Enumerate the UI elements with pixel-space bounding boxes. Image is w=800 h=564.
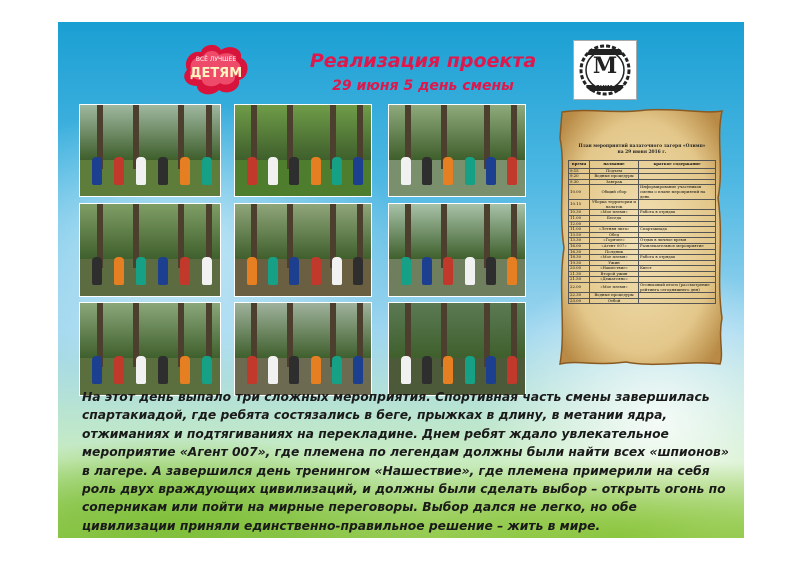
photo-person xyxy=(180,257,190,285)
schedule-cell-name: Водные процедуры xyxy=(590,174,639,180)
photo-person xyxy=(180,356,190,384)
photo-person xyxy=(268,157,278,185)
schedule-cell-name: Водные процедуры xyxy=(590,293,639,299)
schedule-cell-name: «Нашествие» xyxy=(590,266,639,272)
schedule-cell-name: Подъем xyxy=(590,168,639,174)
camp-logo xyxy=(181,42,251,98)
photo-person xyxy=(486,257,496,285)
schedule-cell-name: Обед xyxy=(590,232,639,238)
photo-person xyxy=(465,157,475,185)
schedule-table xyxy=(568,160,716,304)
photo-person xyxy=(507,157,517,185)
schedule-date-line: на 29 июня 2016 г. xyxy=(617,150,667,155)
photo-person xyxy=(92,257,102,285)
schedule-cell-name: «Агент 007» xyxy=(590,243,639,249)
photo-5 xyxy=(234,203,372,297)
miks-logo xyxy=(573,40,637,100)
photo-3 xyxy=(388,104,526,197)
photo-person xyxy=(311,356,321,384)
photo-person xyxy=(353,356,363,384)
schedule-cell-name: «Мое племя» xyxy=(590,210,639,216)
schedule-cell-name: «Мое племя» xyxy=(590,283,639,293)
photo-person xyxy=(92,356,102,384)
photo-person xyxy=(247,257,257,285)
schedule-cell-desc: Информирование участников смены о плане мероприятий на день xyxy=(639,185,716,200)
schedule-cell-time: 9.30 xyxy=(569,179,590,185)
camp-logo-small-text: ВСЁ ЛУЧШЕЕ xyxy=(195,56,237,63)
schedule-col-desc: краткое содержание xyxy=(639,161,716,169)
photo-person xyxy=(443,157,453,185)
schedule-cell-name: «Горячее» xyxy=(590,238,639,244)
schedule-cell-desc: Огоньковый итоги (рассмотрение рейтинга сегодняшнего дня) xyxy=(639,283,716,293)
schedule-row xyxy=(569,298,716,304)
photo-person xyxy=(353,157,363,185)
photo-person xyxy=(114,356,124,384)
photo-person xyxy=(311,257,321,285)
schedule-cell-desc: Развлекательное мероприятие xyxy=(639,243,716,249)
schedule-cell-desc: Работа в отрядах xyxy=(639,210,716,216)
schedule-col-time: время xyxy=(569,161,590,169)
photo-person xyxy=(180,157,190,185)
miks-logo-text: МИКС xyxy=(594,81,616,88)
photo-person xyxy=(332,356,342,384)
schedule-row xyxy=(569,283,716,293)
schedule-cell-name: Ужин xyxy=(590,260,639,266)
schedule-cell-name: Уборка территории и палаток xyxy=(590,200,639,210)
page-subtitle: 29 июня 5 день смены xyxy=(332,78,514,94)
photo-8 xyxy=(234,302,372,396)
photo-person xyxy=(202,157,212,185)
photo-person xyxy=(507,257,517,285)
camp-logo-big-text: ДЕТЯМ xyxy=(189,66,243,81)
schedule-cell-desc: Спартакиада xyxy=(639,227,716,233)
schedule-cell-time: 19.30 xyxy=(569,260,590,266)
photo-person xyxy=(486,356,496,384)
photo-person xyxy=(202,257,212,285)
photo-person xyxy=(268,257,278,285)
photo-person xyxy=(422,257,432,285)
schedule-title-line: План мероприятий палаточного лагеря «Олимп» xyxy=(578,144,706,149)
schedule-cell-name: Второй ужин xyxy=(590,271,639,277)
photo-person xyxy=(247,157,257,185)
schedule-cell-desc: Квест xyxy=(639,266,716,272)
schedule-cell-time: 21.50 xyxy=(569,277,590,283)
schedule-cell-time: 22.00 xyxy=(569,283,590,293)
photo-person xyxy=(332,257,342,285)
schedule-cell-time: 11.00 xyxy=(569,227,590,233)
photo-person xyxy=(422,157,432,185)
schedule-cell-desc xyxy=(639,298,716,304)
schedule-cell-name: «Мое племя» xyxy=(590,255,639,261)
schedule-cell-time: 16.00 xyxy=(569,243,590,249)
photo-person xyxy=(289,356,299,384)
schedule-cell-time: 11.00 xyxy=(569,215,590,221)
photo-person xyxy=(202,356,212,384)
photo-person xyxy=(401,157,411,185)
schedule-cell-time: 18.30 xyxy=(569,255,590,261)
photo-person xyxy=(158,157,168,185)
photo-person xyxy=(465,356,475,384)
schedule-cell-time: 9.15 xyxy=(569,168,590,174)
schedule-cell-time: 10.15 xyxy=(569,200,590,210)
photo-person xyxy=(401,257,411,285)
schedule-row xyxy=(569,200,716,210)
photo-6 xyxy=(388,203,526,297)
schedule-cell-name: Полдник xyxy=(590,249,639,255)
photo-person xyxy=(136,257,146,285)
schedule-col-name: название xyxy=(590,161,639,169)
schedule-cell-time: 10.30 xyxy=(569,210,590,216)
miks-logo-letter: М xyxy=(592,53,618,79)
schedule-cell-time: 21.30 xyxy=(569,271,590,277)
schedule-row xyxy=(569,185,716,200)
photo-person xyxy=(114,257,124,285)
schedule-cell-name: «Летняя лига» xyxy=(590,227,639,233)
photo-2 xyxy=(234,104,372,197)
schedule-cell-name: Общий сбор xyxy=(590,185,639,200)
photo-person xyxy=(158,257,168,285)
photo-person xyxy=(507,356,517,384)
photo-1 xyxy=(79,104,221,197)
photo-person xyxy=(136,356,146,384)
schedule-cell-name: Завтрак xyxy=(590,179,639,185)
photo-person xyxy=(268,356,278,384)
report-text: На этот день выпало три сложных мероприятия. Спортивная часть смены завершилась спартакиадой, где ребята состязались в беге, прыжках в длину, в метании ядра, отжиманиях и подтягиваниях на перекладине. Днем ребят ждало увлекательное мероприятие «Агент 007», где племена по легендам должны были найти всех «шпионов» в лагере. А завершился день тренингом «Нашествие», где племена примерили на себя роль двух враждующих цивилизаций, и должны были сделать выбор – открыть огонь по соперникам или пойти на мирные переговоры. Выбор дался не легко, но обе цивилизации приняли единственно-правильное решение – жить в мире. xyxy=(82,390,729,533)
photo-person xyxy=(114,157,124,185)
schedule-cell-time: 9.20 xyxy=(569,174,590,180)
photo-person xyxy=(289,157,299,185)
photo-person xyxy=(353,257,363,285)
photo-person xyxy=(92,157,102,185)
photo-4 xyxy=(79,203,221,297)
photo-person xyxy=(289,257,299,285)
photo-person xyxy=(158,356,168,384)
schedule-cell-time: 12.00 xyxy=(569,221,590,227)
schedule-cell-time: 23.00 xyxy=(569,298,590,304)
schedule-cell-desc xyxy=(639,200,716,210)
photo-person xyxy=(136,157,146,185)
photo-7 xyxy=(79,302,221,396)
schedule-cell-name: Беседа xyxy=(590,215,639,221)
schedule-title xyxy=(572,144,712,156)
schedule-cell-name: «Дежатсяно» xyxy=(590,277,639,283)
photo-person xyxy=(422,356,432,384)
schedule-cell-desc: Работа в отрядах xyxy=(639,255,716,261)
schedule-cell-time: 13.50 xyxy=(569,232,590,238)
slide xyxy=(58,22,744,538)
photo-person xyxy=(332,157,342,185)
photo-person xyxy=(401,356,411,384)
schedule-cell-time: 20.00 xyxy=(569,266,590,272)
schedule-cell-name: Отбой xyxy=(590,298,639,304)
schedule-scroll xyxy=(556,108,726,368)
photo-person xyxy=(443,257,453,285)
schedule-cell-time: 16.30 xyxy=(569,249,590,255)
page-title: Реализация проекта xyxy=(309,50,537,72)
schedule-cell-time: 22.30 xyxy=(569,293,590,299)
photo-person xyxy=(311,157,321,185)
photo-person xyxy=(247,356,257,384)
photo-person xyxy=(443,356,453,384)
schedule-cell-time: 10.00 xyxy=(569,185,590,200)
photo-person xyxy=(486,157,496,185)
photo-9 xyxy=(388,302,526,396)
schedule-cell-time: 13.30 xyxy=(569,238,590,244)
schedule-cell-desc: Отдых в личное время xyxy=(639,238,716,244)
photo-person xyxy=(465,257,475,285)
schedule-header-row xyxy=(569,161,716,169)
